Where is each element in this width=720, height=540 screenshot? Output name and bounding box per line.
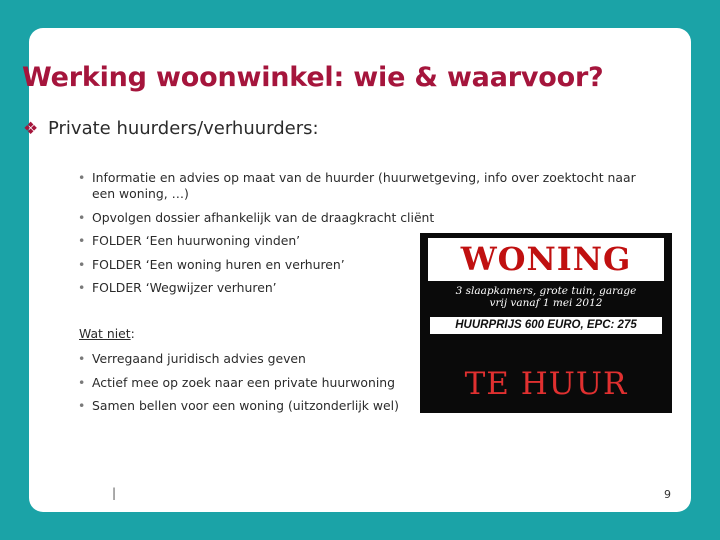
list-item: • Informatie en advies op maat van de huurder (huurwetgeving, info over zoektocht naar een woning, …) bbox=[78, 170, 638, 202]
list-item: • FOLDER ‘Wegwijzer verhuren’ bbox=[78, 280, 638, 296]
list-item: • Verregaand juridisch advies geven bbox=[78, 351, 438, 367]
wat-niet-heading bbox=[79, 326, 135, 341]
list-item: • FOLDER ‘Een huurwoning vinden’ bbox=[78, 233, 638, 249]
sign-price: HUURPRIJS 600 EURO, EPC: 275 bbox=[430, 317, 662, 334]
list-item: • FOLDER ‘Een woning huren en verhuren’ bbox=[78, 257, 638, 273]
sign-details-line1: 3 slaapkamers, grote tuin, garage bbox=[455, 285, 637, 297]
sign-woning-text: WONING bbox=[428, 238, 664, 281]
not-offered-list bbox=[78, 351, 438, 422]
subheading-text: Private huurders/verhuurders: bbox=[47, 118, 319, 139]
for-rent-sign-image bbox=[420, 233, 672, 413]
diamond-bullet-icon: ❖ bbox=[23, 119, 39, 139]
sign-te-huur-text: TE HUUR bbox=[464, 366, 628, 402]
sign-details-line2: vrij vanaf 1 mei 2012 bbox=[489, 297, 603, 309]
footer-mark: | bbox=[112, 486, 117, 500]
wat-niet-label: Wat niet bbox=[79, 326, 131, 341]
list-item: • Samen bellen voor een woning (uitzonderlijk wel) bbox=[78, 398, 438, 414]
page-number: 9 bbox=[664, 488, 671, 501]
wat-niet-colon: : bbox=[130, 326, 135, 341]
list-item: • Actief mee op zoek naar een private huurwoning bbox=[78, 375, 438, 391]
sign-details bbox=[428, 285, 664, 309]
subheading bbox=[23, 118, 319, 139]
slide-title: Werking woonwinkel: wie & waarvoor? bbox=[22, 62, 604, 93]
list-item: • Opvolgen dossier afhankelijk van de draagkracht cliënt bbox=[78, 210, 638, 226]
